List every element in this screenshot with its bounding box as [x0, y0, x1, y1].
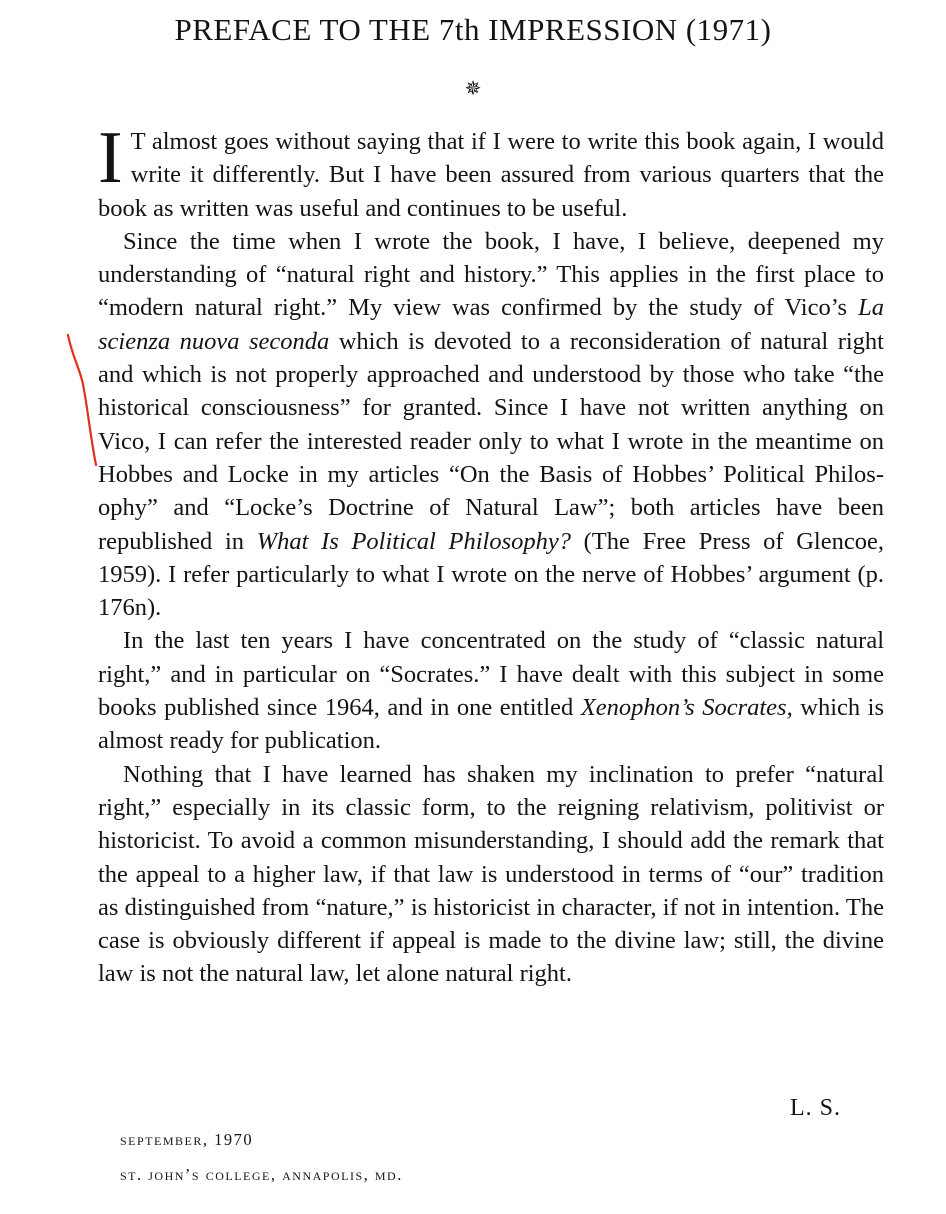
paragraph-1 — [98, 117, 884, 225]
paragraph-1-text: T almost goes without saying that if I were to write this book again, I would write it differently. But I have been assured from various quarters that the book as written was useful and continues to be useful. — [98, 128, 884, 222]
paragraph-2-text-a: Since the time when I wrote the book, I have, I believe, deepened my understanding of “natural right and history.” This applies in the first place to “modern natural right.” My view was confirmed by the study of Vico’s — [98, 227, 884, 322]
drop-cap: I — [98, 117, 123, 199]
title-la-scienza-nuova: La scienza nuova seconda — [98, 294, 884, 355]
place-line: st. john’s college, annapolis, md. — [120, 1165, 403, 1184]
title-what-is-political-philosophy: What Is Political Philosophy? — [256, 527, 571, 555]
paragraph-2-text-c: (The Free Press of Glencoe, 1959). I refer particularly to what I wrote on the nerve of Hobbes’ argument (p. 176n). — [98, 527, 884, 622]
paragraph-3 — [98, 624, 884, 757]
ornament-star: ✵ — [464, 78, 482, 100]
paragraph-4 — [98, 758, 884, 991]
page-title: PREFACE TO THE 7th IMPRESSION (1971) — [174, 12, 772, 47]
preface-body — [98, 117, 884, 991]
paragraph-3-text-b: which is almost ready for publication. — [98, 694, 884, 755]
paragraph-2 — [98, 225, 884, 625]
title-xenophons-socrates: Xenophon’s Socrates, — [580, 694, 793, 722]
paragraph-4-text: Nothing that I have learned has shaken my inclination to prefer “natural right,” especially in its classic form, to the reigning relativism, politivist or historicist. To avoid a common misunderstanding, I should add the remark that the appeal to a higher law, if that law is understood in terms of “our” tradition as distinguished from “nature,” is historicist in character, if not in intention. The case is obviously different if appeal is made to the divine law; still, the divine law is not the natural law, let alone natural right. — [98, 760, 884, 988]
paragraph-3-text-a: In the last ten years I have concentrated on the study of “classic natural right,” and in particular on “Socrates.” I have dealt with this subject in some books published since 1964, and in one entitled — [98, 627, 884, 722]
paragraph-2-text-b: which is devoted to a reconsideration of natural right and which is not properly approached and understood by those who take “the historical consciousness” for granted. Since I have not written anything on Vico, I can refer the interested reader only to what I wrote in the meantime on Hobbes and Locke in my articles “On the Basis of Hobbes’ Political Philosophy” and “Locke’s Doctrine of Natural Law”; both articles have been republished in — [98, 327, 884, 555]
date-line: september, 1970 — [120, 1130, 254, 1149]
author-initials: L. S. — [790, 1095, 842, 1121]
